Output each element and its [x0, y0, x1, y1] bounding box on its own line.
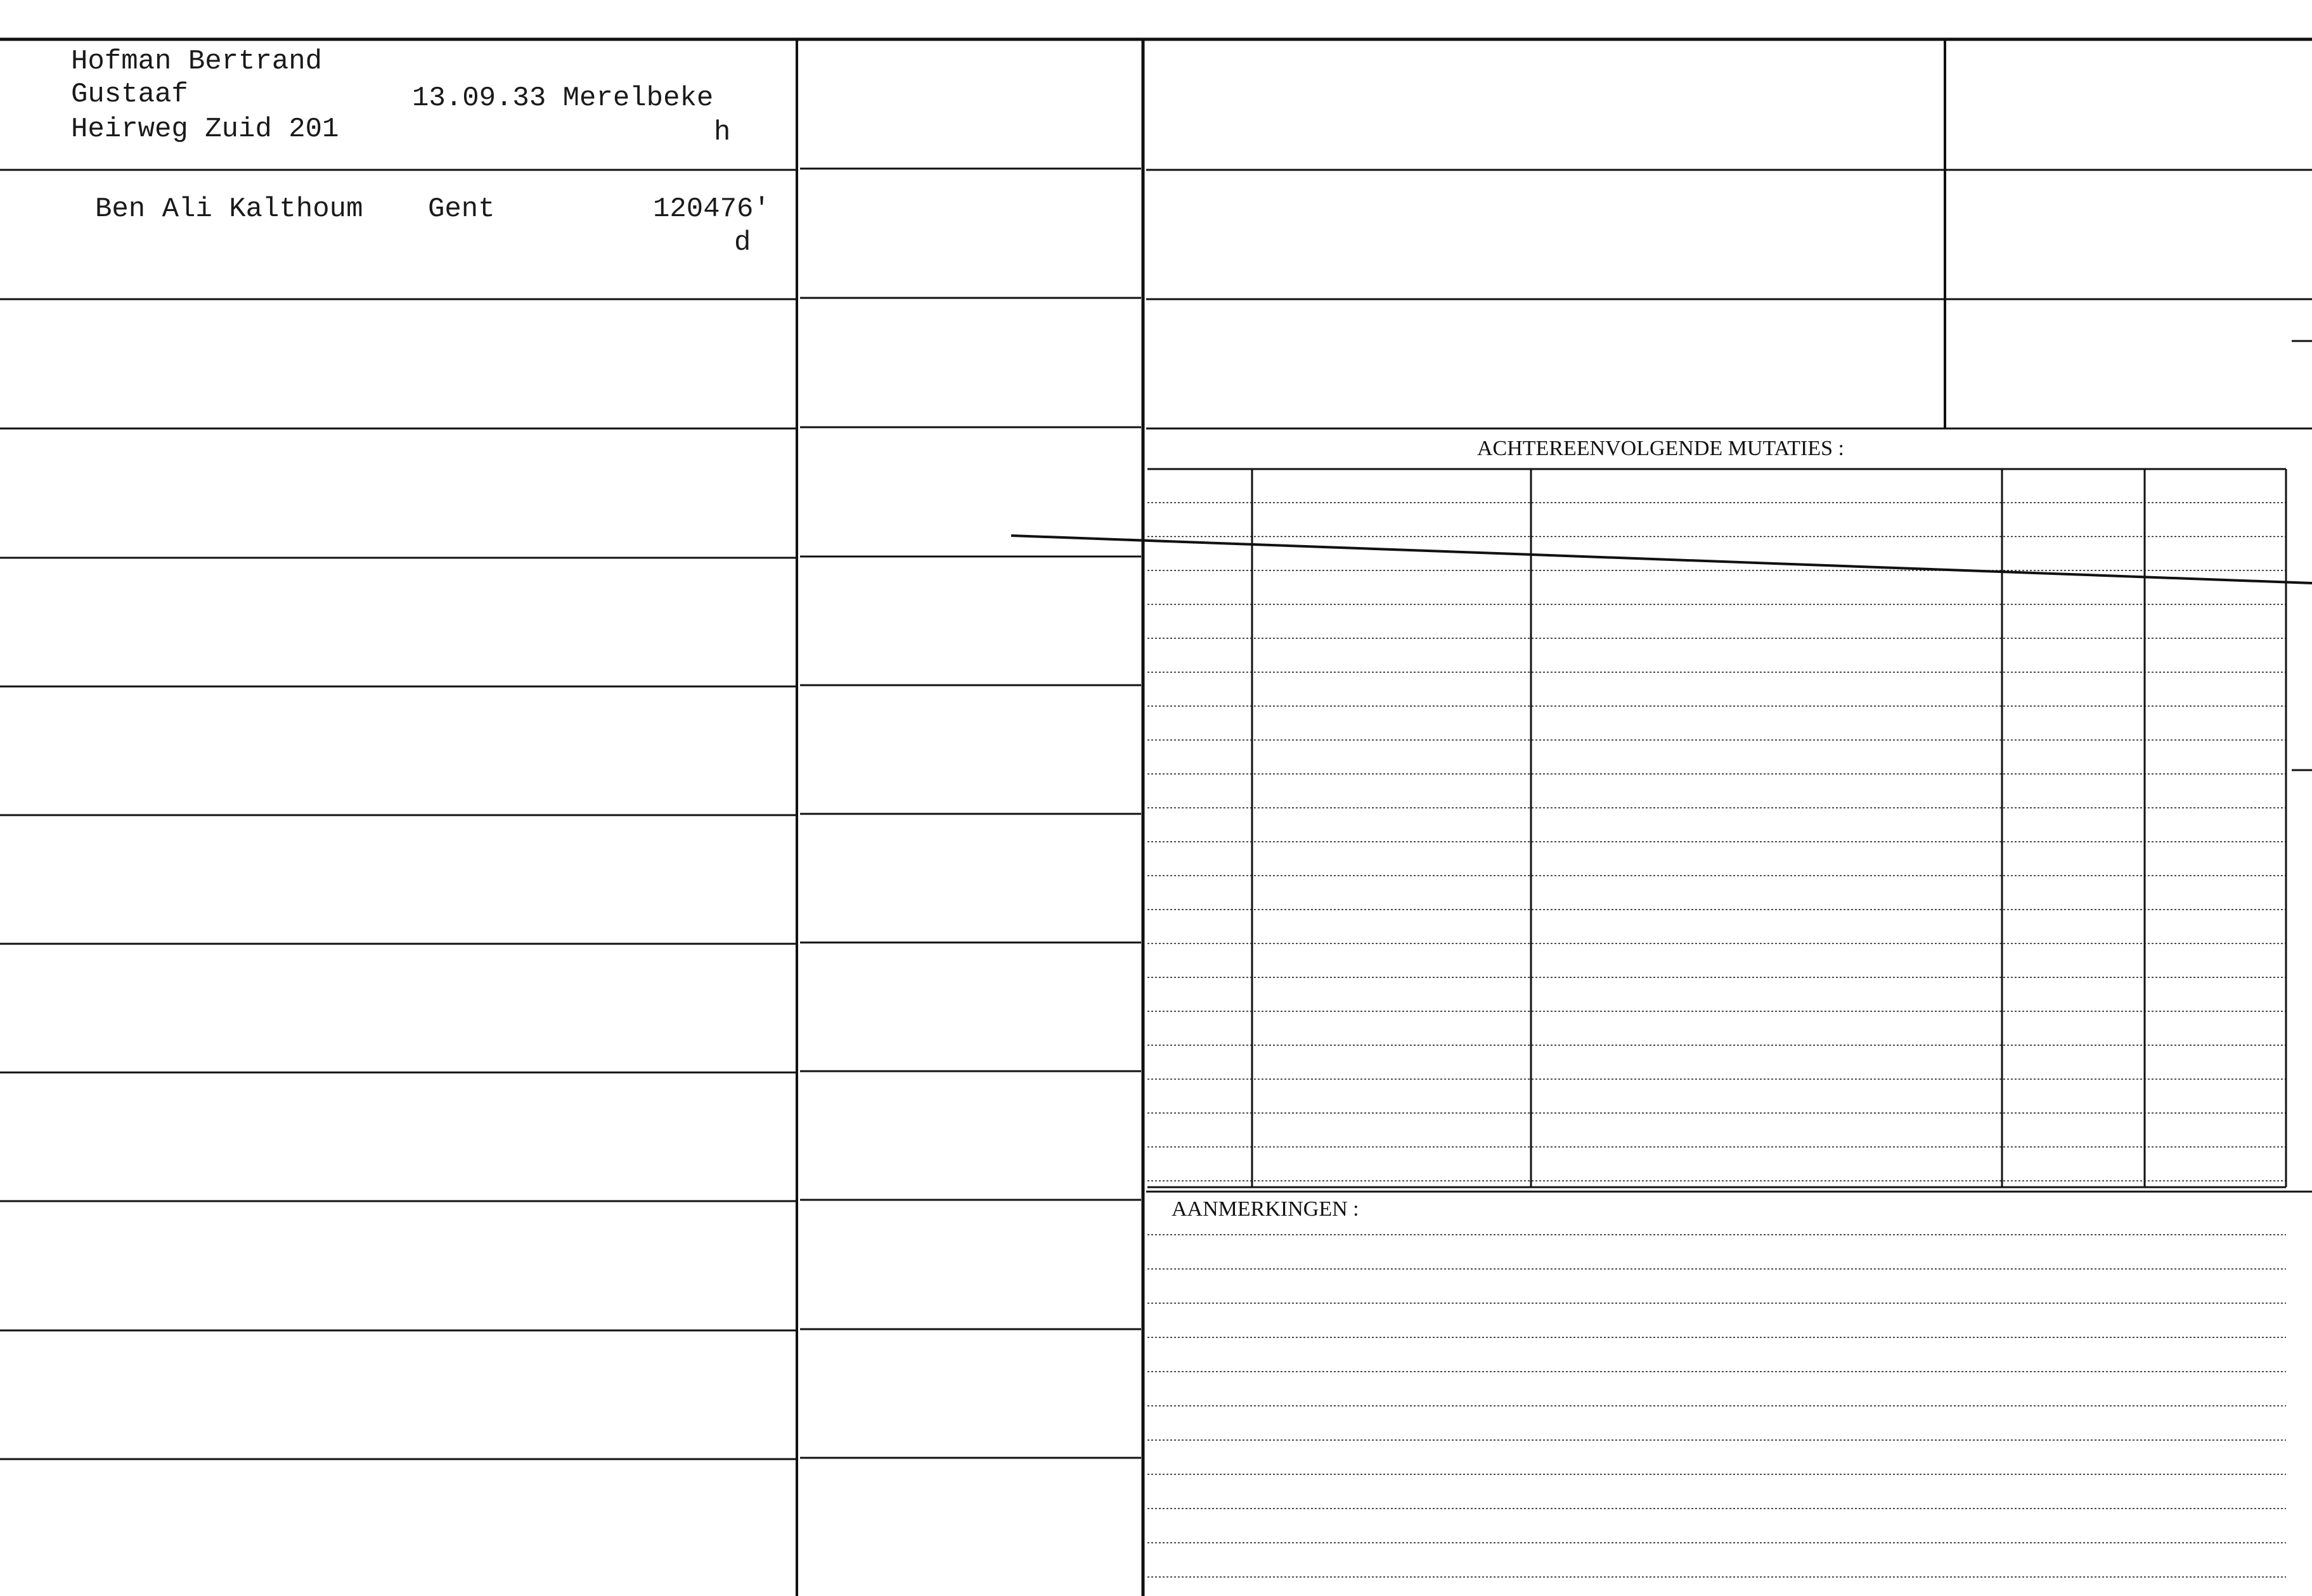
entry1-name-line2: Gustaaf	[71, 79, 188, 110]
entry1-code: h	[714, 117, 731, 148]
entry2-place: Gent	[428, 193, 495, 225]
entry2-name: Ben Ali Kalthoum	[95, 193, 363, 225]
entry1-address: Heirweg Zuid 201	[71, 113, 339, 145]
entry2-number: 120476'	[653, 193, 770, 225]
mutations-header: ACHTEREENVOLGENDE MUTATIES :	[1477, 437, 1844, 460]
entry1-name-line1: Hofman Bertrand	[71, 46, 323, 77]
entry2-code: d	[734, 227, 751, 259]
entry1-birth-date-place: 13.09.33 Merelbeke	[412, 82, 714, 114]
remarks-header: AANMERKINGEN :	[1172, 1197, 1359, 1221]
